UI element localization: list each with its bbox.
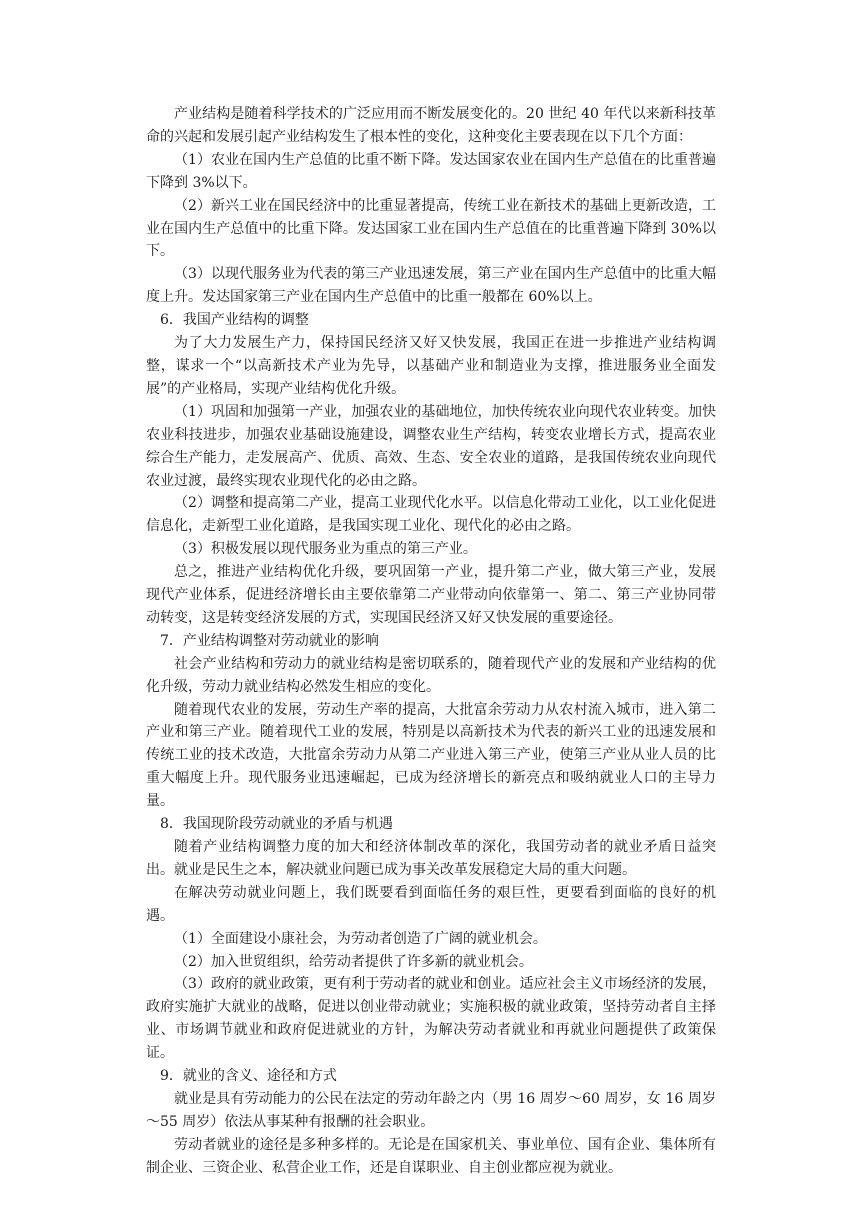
paragraph: 社会产业结构和劳动力的就业结构是密切联系的，随着现代产业的发展和产业结构的优化升级，劳动力就业结构必然发生相应的变化。	[146, 655, 716, 695]
paragraph: 随着产业结构调整力度的加大和经济体制改革的深化，我国劳动者的就业矛盾日益突出。就业是民生之本，解决就业问题已成为事关改革发展稳定大局的重大问题。	[146, 839, 716, 878]
paragraph: （2）调整和提高第二产业，提高工业现代化水平。以信息化带动工业化，以工业化促进信息化，走新型工业化道路，是我国实现工业化、现代化的必由之路。	[146, 495, 716, 535]
paragraph: 为了大力发展生产力，保持国民经济又好又快发展，我国正在进一步推进产业结构调整，谋求一个“以高新技术产业为先导，以基础产业和制造业为支撑，推进服务业全面发展”的产业格局，实现产业结构优化升级。	[146, 335, 716, 397]
section-heading: 6．我国产业结构的调整	[160, 312, 309, 329]
paragraph: 随着现代农业的发展，劳动生产率的提高，大批富余劳动力从农村流入城市，进入第二产业和第三产业。随着现代工业的发展，特别是以高新技术为代表的新兴工业的迅速发展和传统工业的技术改造，大批富余劳动力从第二产业进入第三产业，使第三产业从业人员的比重大幅度上升。现代服务业迅速崛起，已成为经济增长的新亮点和吸纳就业人口的主导力量。	[146, 701, 716, 810]
paragraph: （1）全面建设小康社会，为劳动者创造了广阔的就业机会。	[174, 930, 547, 947]
document-body	[146, 103, 716, 1180]
paragraph: （3）政府的就业政策，更有利于劳动者的就业和创业。适应社会主义市场经济的发展，政府实施扩大就业的战略，促进以创业带动就业；实施积极的就业政策，坚持劳动者自主择业、市场调节就业和政府促进就业的方针，为解决劳动者就业和再就业问题提供了政策保证。	[146, 976, 716, 1062]
paragraph: （3）以现代服务业为代表的第三产业迅速发展，第三产业在国内生产总值中的比重大幅度上升。发达国家第三产业在国内生产总值中的比重一般都在 60%以上。	[146, 266, 716, 306]
section-heading: 7．产业结构调整对劳动就业的影响	[160, 632, 379, 649]
paragraph: （3）积极发展以现代服务业为重点的第三产业。	[174, 541, 477, 558]
paragraph: 产业结构是随着科学技术的广泛应用而不断发展变化的。20 世纪 40 年代以来新科技革命的兴起和发展引起产业结构发生了根本性的变化，这种变化主要表现在以下几个方面：	[146, 106, 716, 145]
section-heading: 8．我国现阶段劳动就业的矛盾与机遇	[160, 816, 393, 833]
paragraph: （2）加入世贸组织，给劳动者提供了许多新的就业机会。	[174, 953, 533, 970]
paragraph: 总之，推进产业结构优化升级，要巩固第一产业，提升第二产业，做大第三产业，发展现代产业体系，促进经济增长由主要依靠第二产业带动向依靠第一、第二、第三产业协同带动转变，这是转变经济发展的方式，实现国民经济又好又快发展的重要途径。	[146, 564, 716, 626]
paragraph: 在解决劳动就业问题上，我们既要看到面临任务的艰巨性，更要看到面临的良好的机遇。	[146, 884, 716, 924]
paragraph: （1）巩固和加强第一产业，加强农业的基础地位，加快传统农业向现代农业转变。加快农业科技进步，加强农业基础设施建设，调整农业生产结构，转变农业增长方式，提高农业综合生产能力，走发展高产、优质、高效、生态、安全农业的道路，是我国传统农业向现代农业过渡，最终实现农业现代化的必由之路。	[146, 403, 716, 489]
paragraph: （2）新兴工业在国民经济中的比重显著提高，传统工业在新技术的基础上更新改造，工业在国内生产总值中的比重下降。发达国家工业在国内生产总值在的比重普遍下降到 30%以下。	[146, 197, 716, 260]
paragraph: 劳动者就业的途径是多种多样的。无论是在国家机关、事业单位、国有企业、集体所有制企业、三资企业、私营企业工作，还是自谋职业、自主创业都应视为就业。	[146, 1136, 716, 1176]
paragraph: 就业是具有劳动能力的公民在法定的劳动年龄之内（男 16 周岁～60 周岁，女 16 周岁～55 周岁）依法从事某种有报酬的社会职业。	[146, 1090, 716, 1130]
section-heading: 9．就业的含义、途径和方式	[160, 1068, 337, 1085]
paragraph: （1）农业在国内生产总值的比重不断下降。发达国家农业在国内生产总值在的比重普遍下降到 3%以下。	[146, 151, 716, 191]
